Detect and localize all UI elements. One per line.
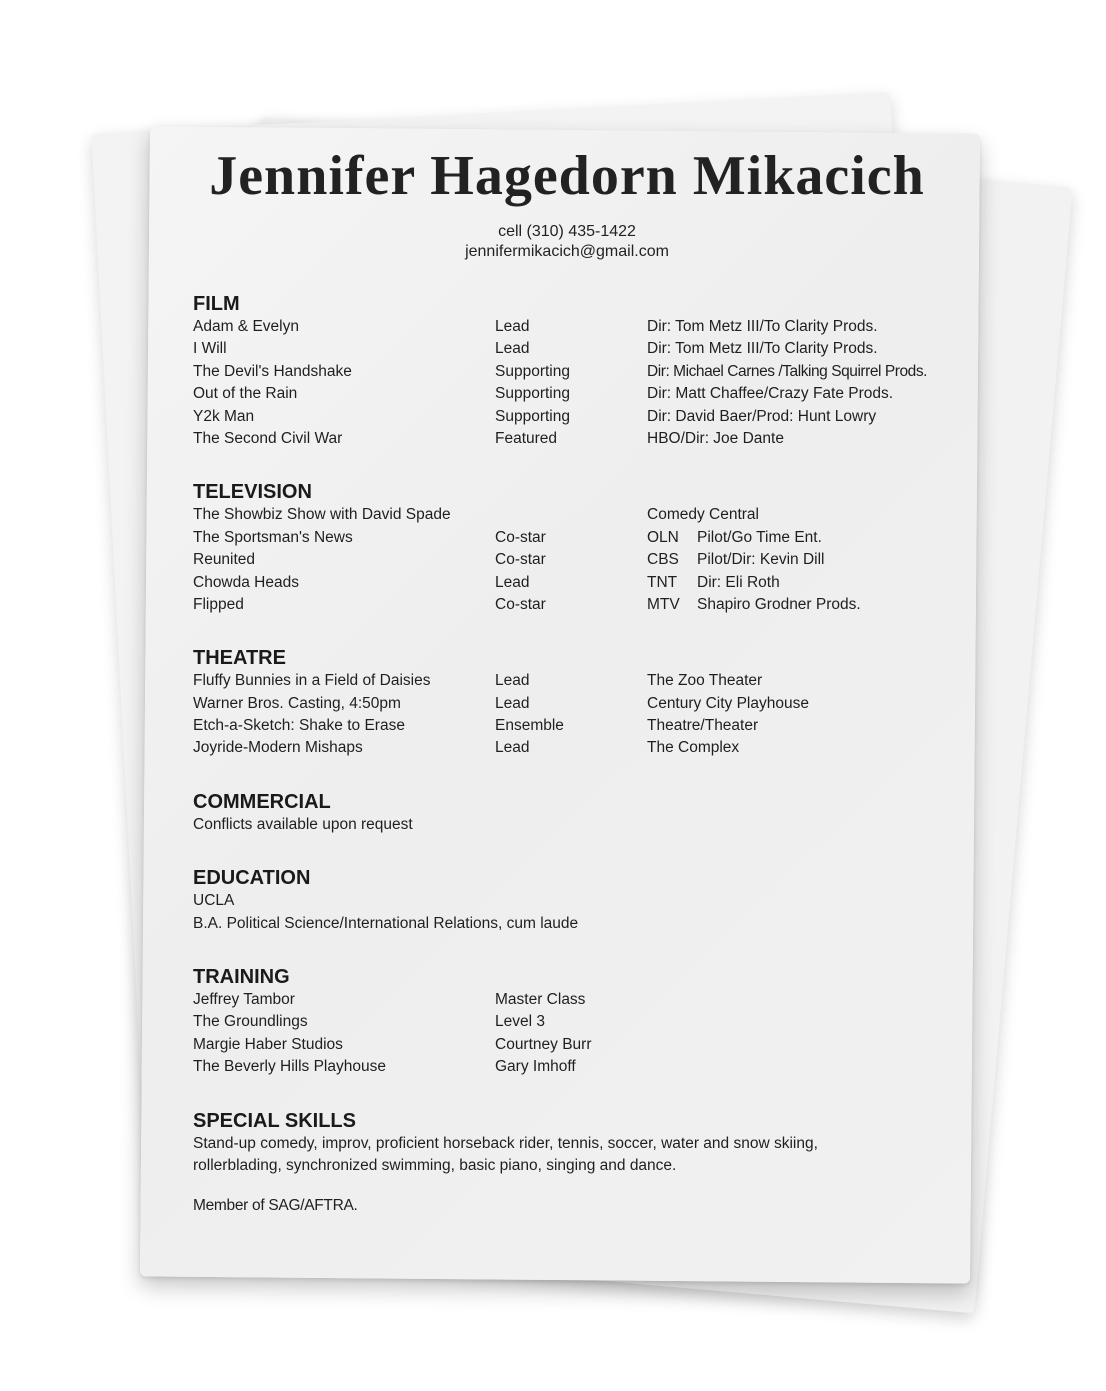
training-detail: Master Class — [495, 991, 586, 1009]
film-director: Dir: David Baer/Prod: Hunt Lowry — [647, 407, 877, 425]
film-title: The Devil's Handshake — [193, 362, 352, 380]
section-heading: EDUCATION — [193, 867, 311, 890]
training-row — [193, 989, 953, 1011]
resume-document — [193, 140, 953, 1217]
skills-text: rollerblading, synchronized swimming, basic piano, singing and dance. — [193, 1157, 677, 1175]
tv-credit-row — [193, 549, 953, 571]
training-row — [193, 1056, 953, 1078]
tv-network: OLN — [647, 528, 679, 546]
education-section — [193, 866, 953, 935]
training-row — [193, 1034, 953, 1056]
section-heading: SPECIAL SKILLS — [193, 1109, 356, 1132]
section-heading: FILM — [193, 293, 240, 315]
theatre-section — [193, 646, 953, 760]
film-credit-row — [193, 316, 953, 338]
tv-show-title: Chowda Heads — [193, 573, 299, 591]
tv-role: Lead — [495, 573, 530, 591]
theatre-credit-row — [193, 670, 953, 692]
training-detail: Level 3 — [495, 1013, 545, 1031]
play-role: Ensemble — [495, 717, 564, 735]
play-venue: Century City Playhouse — [647, 694, 809, 712]
training-section — [193, 965, 953, 1079]
commercial-note: Conflicts available upon request — [193, 815, 413, 833]
film-title: Out of the Rain — [193, 385, 298, 403]
tv-credit-row — [193, 594, 953, 616]
tv-credit-row — [193, 504, 953, 526]
film-role: Featured — [495, 429, 558, 447]
tv-role: Co-star — [495, 595, 546, 613]
tv-credit-row — [193, 527, 953, 549]
school-name: UCLA — [193, 892, 235, 910]
play-venue: The Complex — [647, 739, 740, 757]
film-title: Y2k Man — [193, 407, 255, 425]
contact-info — [181, 222, 953, 262]
tv-show-title: Reunited — [193, 551, 256, 569]
theatre-credit-row — [193, 715, 953, 737]
film-role: Lead — [495, 318, 530, 335]
training-detail: Gary Imhoff — [495, 1058, 576, 1076]
skills-text: Stand-up comedy, improv, proficient horseback rider, tennis, soccer, water and snow skiing, — [193, 1134, 818, 1152]
film-title: Adam & Evelyn — [193, 318, 299, 335]
training-name: Margie Haber Studios — [193, 1035, 343, 1053]
film-credit-row — [193, 338, 953, 360]
training-row — [193, 1011, 953, 1033]
play-venue: Theatre/Theater — [647, 717, 759, 735]
training-name: Jeffrey Tambor — [193, 991, 295, 1009]
tv-role: Co-star — [495, 551, 546, 569]
union-membership: Member of SAG/AFTRA. — [193, 1197, 358, 1215]
commercial-section — [193, 790, 953, 836]
actor-name: Jennifer Hagedorn Mikacich — [209, 145, 925, 207]
film-credit-row — [193, 383, 953, 405]
section-heading: TELEVISION — [193, 481, 312, 504]
section-heading: TRAINING — [193, 966, 290, 989]
film-credit-row — [193, 428, 953, 450]
television-section — [193, 480, 953, 616]
tv-production: Shapiro Grodner Prods. — [697, 595, 861, 613]
play-title: Warner Bros. Casting, 4:50pm — [193, 694, 401, 712]
film-section — [193, 292, 953, 450]
tv-show-title: The Sportsman's News — [193, 528, 353, 546]
film-credit-row — [193, 361, 953, 383]
training-name: The Beverly Hills Playhouse — [193, 1058, 386, 1076]
tv-network: CBS — [647, 551, 679, 569]
email-address: jennifermikacich@gmail.com — [465, 243, 669, 260]
degree: B.A. Political Science/International Relations, cum laude — [193, 914, 579, 932]
film-director: Dir: Tom Metz III/To Clarity Prods. — [647, 340, 878, 358]
play-role: Lead — [495, 672, 530, 690]
film-role: Lead — [495, 340, 530, 358]
play-title: Fluffy Bunnies in a Field of Daisies — [193, 672, 431, 690]
tv-network: Comedy Central — [647, 506, 759, 524]
film-role: Supporting — [495, 385, 570, 403]
tv-role: Co-star — [495, 528, 546, 546]
tv-show-title: The Showbiz Show with David Spade — [193, 506, 451, 524]
film-director: Dir: Tom Metz III/To Clarity Prods. — [647, 318, 878, 335]
film-role: Supporting — [495, 407, 570, 425]
tv-credit-row — [193, 572, 953, 594]
film-director: Dir: Michael Carnes /Talking Squirrel Prods. — [647, 362, 927, 380]
tv-show-title: Flipped — [193, 595, 244, 613]
special-skills-section — [193, 1109, 953, 1218]
film-director: HBO/Dir: Joe Dante — [647, 429, 784, 447]
film-director: Dir: Matt Chaffee/Crazy Fate Prods. — [647, 385, 894, 403]
section-heading: THEATRE — [193, 647, 286, 670]
training-detail: Courtney Burr — [495, 1035, 592, 1053]
tv-network: MTV — [647, 595, 680, 613]
film-role: Supporting — [495, 362, 570, 380]
tv-production: Pilot/Go Time Ent. — [697, 528, 822, 546]
play-title: Etch-a-Sketch: Shake to Erase — [193, 717, 405, 735]
tv-production: Dir: Eli Roth — [697, 573, 780, 591]
training-name: The Groundlings — [193, 1013, 308, 1031]
theatre-credit-row — [193, 737, 953, 759]
film-title: I Will — [193, 340, 227, 358]
play-role: Lead — [495, 694, 530, 712]
section-heading: COMMERCIAL — [193, 790, 331, 813]
film-title: The Second Civil War — [193, 429, 343, 447]
tv-production: Pilot/Dir: Kevin Dill — [697, 551, 825, 569]
tv-network: TNT — [647, 573, 678, 591]
play-venue: The Zoo Theater — [647, 672, 763, 690]
theatre-credit-row — [193, 693, 953, 715]
play-title: Joyride-Modern Mishaps — [193, 739, 363, 757]
film-credit-row — [193, 406, 953, 428]
phone-number: cell (310) 435-1422 — [498, 223, 636, 240]
play-role: Lead — [495, 739, 530, 757]
